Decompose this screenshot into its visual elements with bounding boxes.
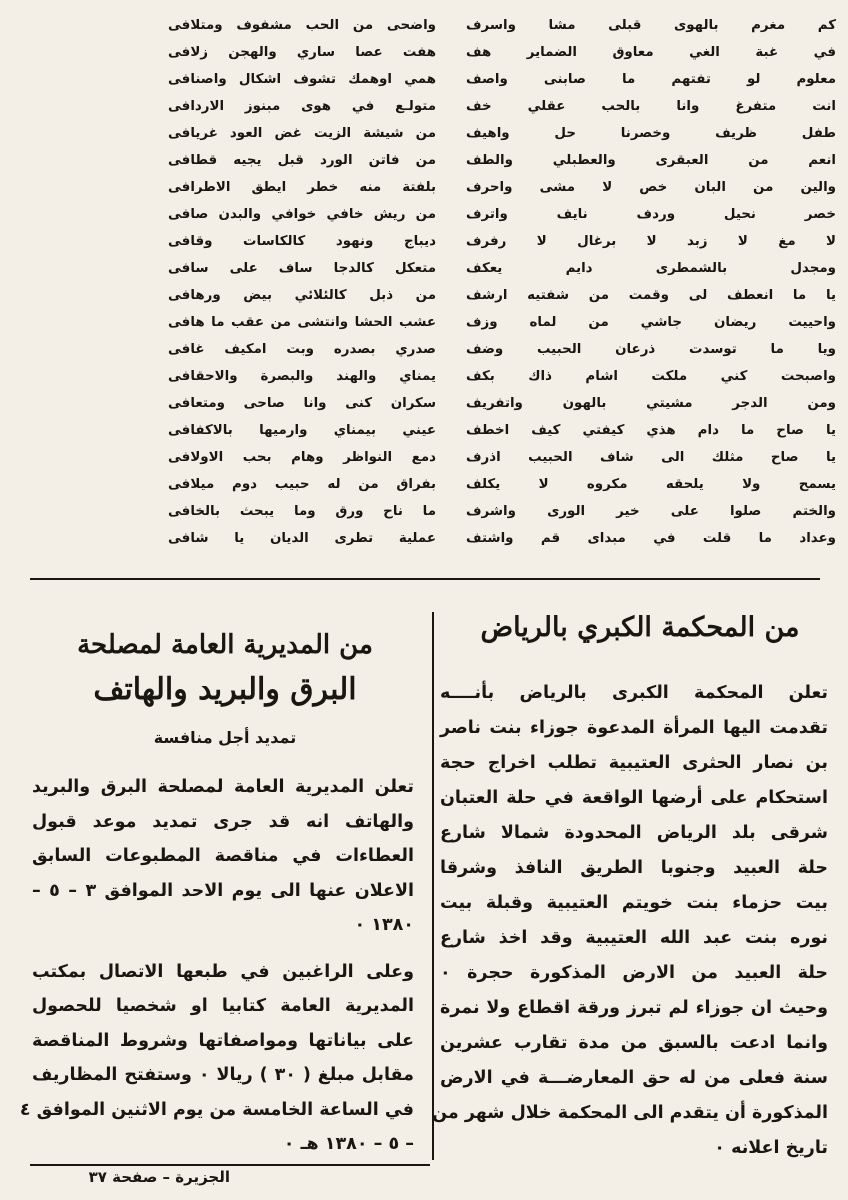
section-divider	[30, 578, 820, 580]
telegraph-notice-title-line2: البرق والبريد والهاتف	[93, 672, 357, 707]
paragraph-gap	[32, 943, 414, 955]
poem-verse-line: خصر نحيل وردف نايف واترف	[466, 207, 836, 222]
court-notice-line: تعلن المحكمة الكبرى بالرياض بأنــــه	[440, 683, 828, 703]
telegraph-notice-line: مقابل مبلغ ( ٣٠ ) ريالا ٠ وستفتح المظاريف	[32, 1065, 414, 1085]
poem-verse-line: واصبحت كني ملكت اشام ذاك بكف	[466, 369, 836, 384]
poem-verse-line: لا مغ لا زبد لا برغال لا رفرف	[466, 234, 836, 249]
telegraph-notice-line: والهاتف انه قد جرى تمديد موعد قبول	[32, 811, 414, 832]
poem-verse-line: من شيشة الزيت غض العود غريافى	[168, 126, 436, 141]
court-notice-line: تاريخ اعلانه ٠	[714, 1138, 828, 1158]
telegraph-notice-line: – ٥ – ١٣٨٠ هـ ٠	[283, 1134, 414, 1154]
poem-verse-line: انعم من العبقرى والعطبلي والطف	[466, 153, 836, 168]
poem-verse-line: هفت عصا ساري والهجن زلافى	[168, 45, 436, 60]
poem-verse-line: همي اوهمك تشوف اشكال واصنافى	[168, 72, 436, 87]
telegraph-notice-line: وعلى الراغبين في طبعها الاتصال بمكتب	[32, 961, 414, 982]
poem-verse-line: من ريش خافي خوافي والبدن صافى	[168, 207, 436, 222]
telegraph-notice-line: على بياناتها ومواصفاتها وشروط المناقصة	[32, 1030, 414, 1051]
telegraph-notice-body	[19, 770, 414, 1162]
poem-verse-line: وعداد ما قلت في مبداى قم واشتف	[466, 531, 836, 546]
telegraph-notice-line: في الساعة الخامسة من يوم الاثنين الموافق ٤	[19, 1099, 414, 1120]
court-notice-title: من المحكمة الكبري بالرياض	[480, 612, 800, 643]
poem-verse-line: ويا ما توسدت ذرعان الحبيب وضف	[466, 342, 836, 357]
court-notice-line: استحكام على أرضها الواقعة في حلة العتبان	[440, 788, 828, 808]
poem-verse-line: بلفتة منه خطر ايطق الاطرافى	[168, 180, 436, 195]
poem-verse-line: يا صاح مثلك الى شاف الحبيب اذرف	[466, 450, 836, 465]
page-footer: الجزيرة – صفحة ٣٧	[88, 1168, 230, 1186]
poem-verse-line: واحييت ريضان جاشي من لماه وزف	[466, 315, 836, 330]
poem-verse-line: انت متفرغ وانا بالحب عقلي خف	[466, 99, 836, 114]
poem-verse-line: متولـع في هوى مبنوز الاردافى	[168, 99, 436, 114]
court-notice-line: المذكورة أن يتقدم الى المحكمة خلال شهر من	[432, 1103, 828, 1123]
poem-verse-line: ومن الدجر مشيتي بالهون واتفريف	[466, 396, 836, 411]
poem-verse-line: يا صاح ما دام هذي كيفتي كيف اخطف	[466, 423, 836, 438]
poem-verse-line: عشب الحشا وانتشى من عقب ما هافى	[168, 315, 436, 330]
poem-verse-line: يا ما انعطف لى وقمت من شفتيه ارشف	[466, 288, 836, 303]
court-notice-line: بيت حزماء بنت خويتم العتيبية وقبلة بيت	[440, 893, 828, 913]
poem-verse-line: متعكل كالدجا ساف على سافى	[168, 261, 436, 276]
telegraph-notice-line: العطاءات في مناقصة المطبوعات السابق	[32, 846, 414, 866]
poem-verse-line: معلوم لو تفتهم ما صابنى واصف	[466, 72, 836, 87]
poem-verse-line: عملية تطرى الديان يا شافى	[168, 531, 436, 546]
telegraph-notice-line: المديرية العامة كتابيا او شخصيا للحصول	[32, 996, 414, 1016]
poem-verse-line: بفراق من له حبيب دوم ميلافى	[168, 477, 436, 492]
poem-verse-line: يسمح ولا يلحقه مكروه لا يكلف	[466, 477, 836, 492]
court-notice-line: تقدمت اليها المرأة المدعوة جوزاء بنت ناصر	[440, 718, 828, 738]
poem-verse-line: صدري بصدره وبت امكيف غافى	[168, 342, 436, 357]
poem-verse-line: من فاتن الورد قبل يجيه قطافى	[168, 153, 436, 168]
poem-verse-line: عيني بيمناي وارميها بالاكفافى	[168, 423, 436, 438]
column-divider	[432, 612, 434, 1160]
court-notice-line: وانما ادعت بالسبق من مدة تقارب عشرين	[440, 1033, 828, 1053]
poem-left-column	[168, 12, 436, 552]
court-notice-line: سنة فعلى من له حق المعارضـــة في الارض	[440, 1068, 828, 1088]
poem-verse-line: سكران كنى وانا صاحى ومتعافى	[168, 396, 436, 411]
poem-verse-line: والختم صلوا على خير الورى واشرف	[466, 504, 836, 519]
telegraph-notice-title-line1: من المديرية العامة لمصلحة	[77, 630, 373, 660]
poem-verse-line: دمع النواظر وهام بحب الاولافى	[168, 450, 436, 465]
court-notice-line: حلة العبيد من الارض المذكورة حجرة ٠	[440, 963, 828, 983]
poem-verse-line: طفل ظريف وخصرنا حل واهيف	[466, 126, 836, 141]
footer-rule	[30, 1164, 430, 1166]
telegraph-notice-line: ١٣٨٠ ٠	[354, 915, 414, 935]
poem-verse-line: من ذبل كالئلائي بيض ورهافى	[168, 288, 436, 303]
poem-verse-line: ومجدل بالشمطرى دايم يعكف	[466, 261, 836, 276]
poem-verse-line: ما ناح ورق وما يبحث بالخافى	[168, 504, 436, 519]
court-notice-line: شرقى بلد الرياض المحدودة شمالا شارع	[440, 823, 828, 843]
poem-right-column	[466, 12, 836, 552]
telegraph-notice-subtitle: تمديد أجل منافسة	[153, 728, 297, 747]
poem-verse-line: يمناي والهند والبصرة والاحقافى	[168, 369, 436, 384]
poem-verse-line: كم مغرم بالهوى قبلى مشا واسرف	[466, 18, 836, 33]
poem-verse-line: ديباج ونهود كالكاسات وقافى	[168, 234, 436, 249]
poem-verse-line: واضحى من الحب مشفوف ومتلافى	[168, 18, 436, 33]
telegraph-notice-line: الاعلان عنها الى يوم الاحد الموافق ٣ – ٥ –	[32, 880, 414, 901]
court-notice-body	[432, 676, 828, 1166]
poem-verse-line: والين من البان خص لا مشى واحرف	[466, 180, 836, 195]
court-notice-line: حلة العبيد وجنوبا الطريق النافذ وشرقا	[440, 858, 828, 878]
telegraph-notice-line: تعلن المديرية العامة لمصلحة البرق والبريد	[32, 777, 414, 797]
court-notice-line: نوره بنت عبد الله العتيبية وقد اخذ شارع	[440, 928, 828, 948]
poem-verse-line: في غبة الغي معاوق الضماير هف	[466, 45, 836, 60]
court-notice-line: وحيث ان جوزاء لم تبرز ورقة اقطاع ولا نمرة	[440, 998, 828, 1018]
court-notice-line: بن نصار الحثرى العتيبية تطلب اخراج حجة	[440, 753, 828, 773]
